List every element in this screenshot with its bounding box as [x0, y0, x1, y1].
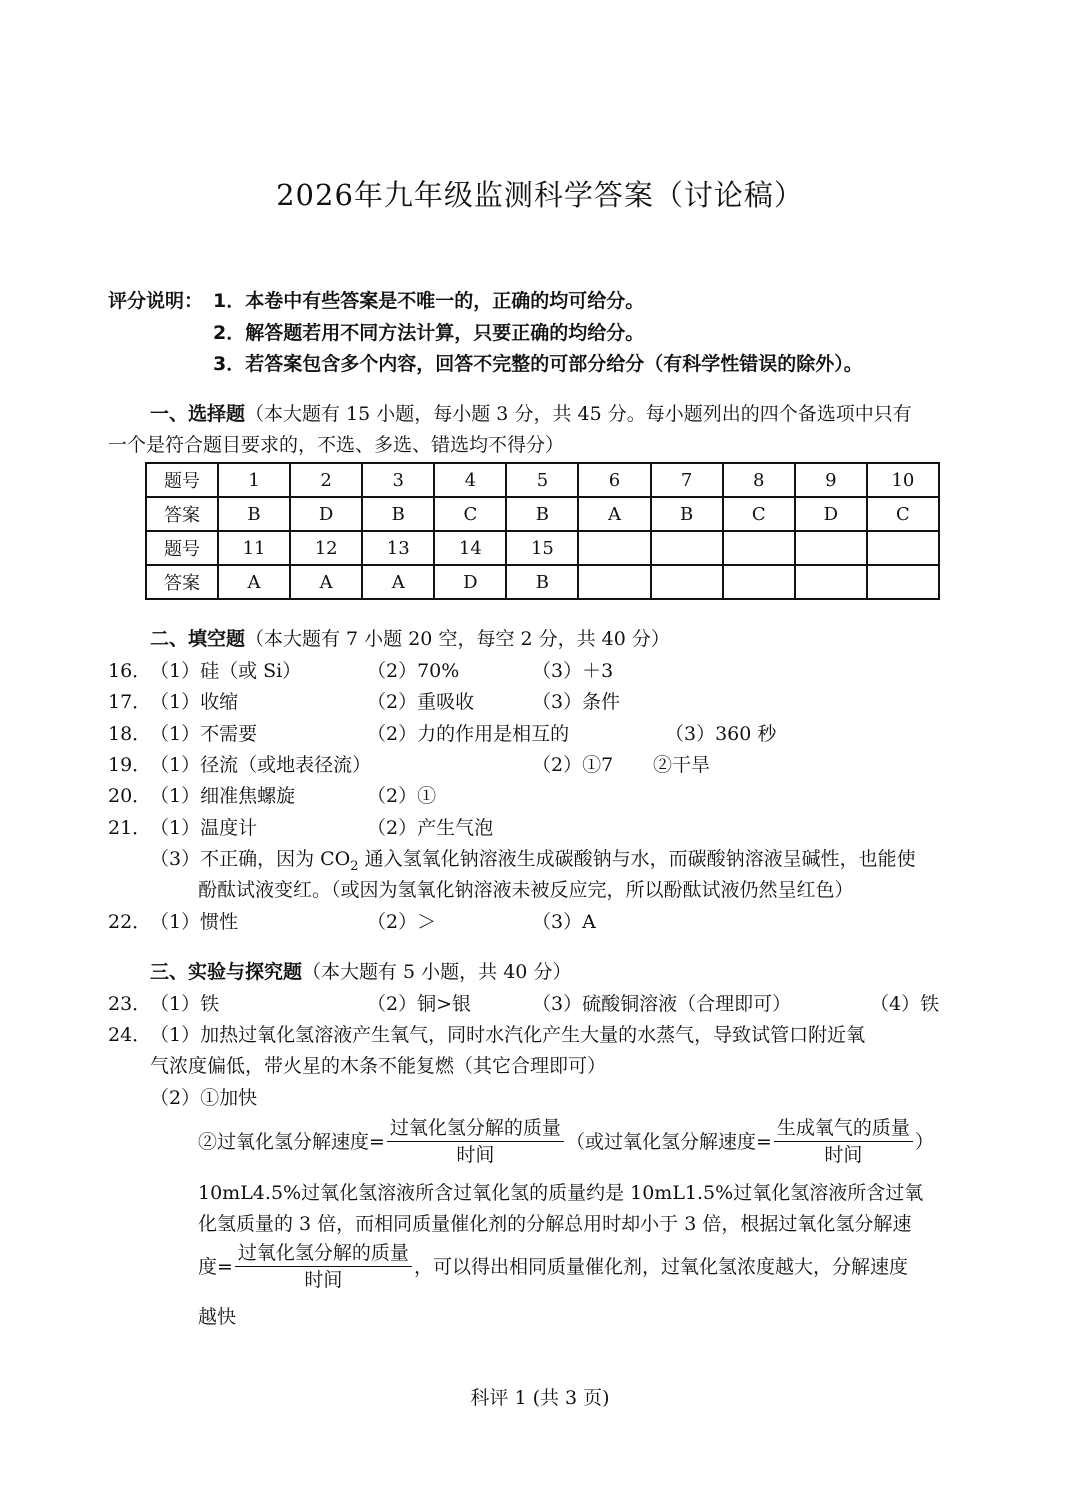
section3-heading: 三、实验与探究题 [150, 961, 303, 983]
q22-answer-1: （1）惯性 [150, 911, 239, 933]
section1-intro [150, 401, 912, 427]
table-cell: 15 [506, 531, 578, 565]
section1-desc-line1: （本大题有 15 小题，每小题 3 分，共 45 分。每小题列出的四个备选项中只有 [245, 403, 912, 425]
q24-part2: （2）①加快 [150, 1087, 258, 1109]
q21-answer-2: （2）产生气泡 [367, 817, 494, 839]
q19-answer-2: （2）①7 [532, 754, 614, 776]
q23-answer-3: （3）硫酸铜溶液（合理即可） [532, 993, 792, 1015]
q24-formula3-line [198, 1240, 908, 1293]
table-cell: 13 [362, 531, 434, 565]
page-footer: 科评 1 (共 3 页) [470, 1387, 610, 1409]
q21-answer-3-post: 通入氢氧化钠溶液生成碳酸钠与水，而碳酸钠溶液呈碱性，也能使 [358, 848, 916, 870]
formula1-numerator: 过氧化氢分解的质量 [387, 1115, 564, 1142]
section3-desc: （本大题有 5 小题，共 40 分） [302, 961, 572, 983]
formula2-fraction [774, 1115, 913, 1168]
q20-answer-2: （2）① [367, 785, 437, 807]
table-cell [651, 565, 723, 599]
q17-answer-2: （2）重吸收 [367, 691, 475, 713]
q22-answer-2: （2）＞ [367, 911, 437, 933]
co2-subscript: 2 [350, 858, 359, 874]
table-cell: B [362, 497, 434, 531]
q21-answer-3-pre: （3）不正确，因为 CO [150, 848, 351, 870]
q20-answer-1: （1）细准焦螺旋 [150, 785, 296, 807]
q16-answer-3: （3）＋3 [532, 660, 614, 682]
table-cell: C [723, 497, 795, 531]
formula3-lead: 度= [198, 1255, 233, 1278]
table-cell: 14 [434, 531, 506, 565]
table-cell: 1 [218, 463, 290, 497]
scoring-item-2: 2．解答题若用不同方法计算，只要正确的均给分。 [213, 322, 645, 344]
table-row [146, 531, 939, 565]
table-row-header: 答案 [146, 497, 218, 531]
table-row [146, 565, 939, 599]
q24-part1-line2: 气浓度偏低，带火星的木条不能复燃（其它合理即可） [150, 1055, 607, 1077]
q18-answer-2: （2）力的作用是相互的 [367, 723, 570, 745]
scoring-label: 评分说明： [108, 290, 204, 312]
q19-num: 19． [108, 754, 152, 776]
scoring-item-1: 1．本卷中有些答案是不唯一的，正确的均可给分。 [213, 290, 645, 312]
formula1-fraction [387, 1115, 564, 1168]
table-cell: 4 [434, 463, 506, 497]
q24-text-last: 越快 [198, 1306, 237, 1328]
q16-answer-1: （1）硅（或 Si） [150, 660, 302, 682]
table-cell: C [434, 497, 506, 531]
section2-intro [150, 626, 670, 652]
q18-num: 18． [108, 723, 152, 745]
table-cell [723, 565, 795, 599]
section2-desc: （本大题有 7 小题 20 空，每空 2 分，共 40 分） [245, 628, 670, 650]
table-cell: 2 [290, 463, 362, 497]
q19-answer-3: ②干旱 [653, 754, 711, 776]
q21-answer-3-line2: 酚酞试液变红。（或因为氢氧化钠溶液未被反应完，所以酚酞试液仍然呈红色） [198, 879, 854, 901]
table-row [146, 463, 939, 497]
table-cell [795, 565, 867, 599]
formula2-lead: （或过氧化氢分解速度= [565, 1130, 772, 1153]
table-cell: 6 [578, 463, 650, 497]
table-cell [578, 531, 650, 565]
q16-num: 16． [108, 660, 152, 682]
table-cell: B [506, 497, 578, 531]
table-cell: D [795, 497, 867, 531]
formula3-fraction [235, 1240, 412, 1293]
section2-heading: 二、填空题 [150, 628, 246, 650]
table-cell: A [362, 565, 434, 599]
table-cell: 11 [218, 531, 290, 565]
formula2-close: ） [914, 1130, 934, 1153]
section1-desc-line2: 一个是符合题目要求的，不选、多选、错选均不得分） [108, 434, 565, 456]
q18-answer-1: （1）不需要 [150, 723, 258, 745]
formula3-numerator: 过氧化氢分解的质量 [235, 1240, 412, 1267]
table-cell: 7 [651, 463, 723, 497]
formula2-numerator: 生成氧气的质量 [774, 1115, 913, 1142]
q23-num: 23． [108, 993, 152, 1015]
table-cell: B [506, 565, 578, 599]
answer-table [145, 462, 940, 600]
table-cell [867, 531, 939, 565]
table-cell: D [290, 497, 362, 531]
q24-formula-line [198, 1115, 934, 1168]
table-cell [867, 565, 939, 599]
table-cell: 10 [867, 463, 939, 497]
q23-answer-4: （4）铁 [870, 993, 940, 1015]
q20-num: 20． [108, 785, 152, 807]
table-cell: 8 [723, 463, 795, 497]
table-cell: B [651, 497, 723, 531]
table-row-header: 题号 [146, 463, 218, 497]
formula1-denominator: 时间 [456, 1144, 495, 1166]
q17-num: 17． [108, 691, 152, 713]
q22-answer-3: （3）A [532, 911, 596, 933]
q22-num: 22． [108, 911, 152, 933]
formula2-denominator: 时间 [824, 1144, 863, 1166]
q24-text-line2: 化氢质量的 3 倍，而相同质量催化剂的分解总用时却小于 3 倍，根据过氧化氢分解速 [198, 1213, 912, 1235]
table-cell [723, 531, 795, 565]
table-cell: D [434, 565, 506, 599]
section3-intro [150, 959, 571, 985]
formula3-denominator: 时间 [304, 1269, 343, 1291]
q21-answer-3 [150, 846, 916, 880]
scoring-item-3: 3．若答案包含多个内容，回答不完整的可部分给分（有科学性错误的除外）。 [213, 353, 863, 375]
table-cell: B [218, 497, 290, 531]
q16-answer-2: （2）70% [367, 660, 460, 682]
table-cell [795, 531, 867, 565]
table-cell [578, 565, 650, 599]
q18-answer-3: （3）360 秒 [665, 723, 777, 745]
table-cell: 5 [506, 463, 578, 497]
table-cell: 9 [795, 463, 867, 497]
table-cell: C [867, 497, 939, 531]
q17-answer-3: （3）条件 [532, 691, 621, 713]
table-cell: 3 [362, 463, 434, 497]
table-cell: A [218, 565, 290, 599]
q17-answer-1: （1）收缩 [150, 691, 239, 713]
table-row [146, 497, 939, 531]
table-row-header: 题号 [146, 531, 218, 565]
q21-num: 21． [108, 817, 152, 839]
table-cell: A [578, 497, 650, 531]
formula3-tail: ，可以得出相同质量催化剂，过氧化氢浓度越大，分解速度 [413, 1255, 908, 1278]
q24-num: 24． [108, 1024, 152, 1046]
q21-answer-1: （1）温度计 [150, 817, 258, 839]
q19-answer-1: （1）径流（或地表径流） [150, 754, 372, 776]
table-cell: 12 [290, 531, 362, 565]
table-cell [651, 531, 723, 565]
table-row-header: 答案 [146, 565, 218, 599]
table-cell: A [290, 565, 362, 599]
page-title: 2026年九年级监测科学答案（讨论稿） [276, 178, 804, 212]
q23-answer-1: （1）铁 [150, 993, 220, 1015]
q23-answer-2: （2）铜>银 [367, 993, 472, 1015]
q24-part1-line1: （1）加热过氧化氢溶液产生氧气，同时水汽化产生大量的水蒸气，导致试管口附近氧 [150, 1024, 866, 1046]
formula1-lead: ②过氧化氢分解速度= [198, 1130, 385, 1153]
q24-text-line1: 10mL4.5%过氧化氢溶液所含过氧化氢的质量约是 10mL1.5%过氧化氢溶液所含过氧 [198, 1182, 924, 1204]
section1-heading: 一、选择题 [150, 403, 246, 425]
